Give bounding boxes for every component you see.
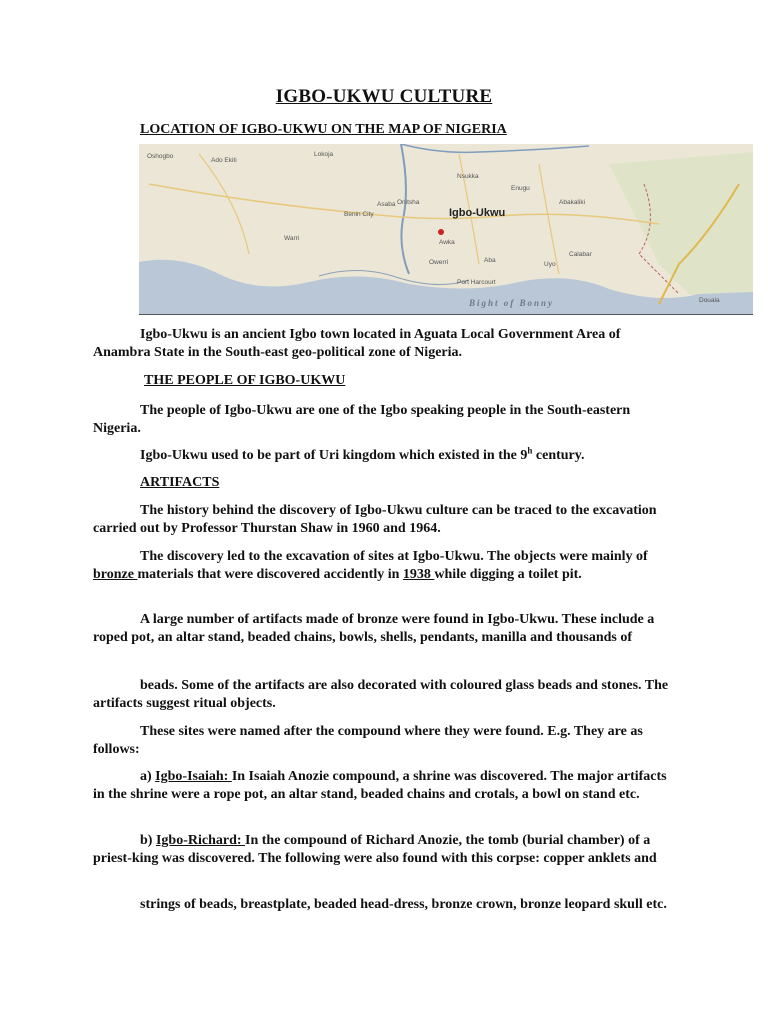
bronze-term: bronze <box>93 567 138 582</box>
paragraph-beads-list: strings of beads, breastplate, beaded head-dress, bronze crown, bronze leopard skull etc. <box>140 897 667 912</box>
paragraph-beads: beads. Some of the artifacts are also decorated with coloured glass beads and stones. The artifacts suggest ritual objects. <box>93 678 669 711</box>
item-b-prefix: b) <box>140 833 156 848</box>
map-city-label: Port Harcourt <box>457 279 496 286</box>
paragraph-history: The history behind the discovery of Igbo-Ukwu culture can be traced to the excavation carried out by Professor Thurstan Shaw in 1960 and 1964. <box>93 503 657 536</box>
map-city-label: Benin City <box>344 211 374 218</box>
paragraph-igbo-richard <box>93 832 675 868</box>
paragraph-uri-kingdom <box>93 447 675 465</box>
map-city-label: Oshogbo <box>147 153 174 160</box>
paragraph-sites: These sites were named after the compound where they were found. E.g. They are as follows: <box>93 724 643 757</box>
paragraph-discovery <box>93 548 675 584</box>
map-city-label: Douala <box>699 297 720 304</box>
document-title: IGBO-UKWU CULTURE <box>275 86 493 107</box>
nigeria-map-image <box>139 144 753 315</box>
uri-kingdom-end: century. <box>532 448 585 463</box>
map-city-label: Warri <box>284 235 300 242</box>
year-1938: 1938 <box>402 567 435 582</box>
igbo-isaiah-text: In Isaiah Anozie compound, a shrine was discovered. The major artifacts in the shrine were a rope pot, an altar stand, beaded chains and crotals, a bowl on stand etc. <box>93 769 667 802</box>
discovery-text-b: materials that were discovered accidently in <box>137 567 403 582</box>
uri-kingdom-text: Igbo-Ukwu used to be part of Uri kingdom which existed in the 9 <box>140 448 528 463</box>
heading-people: THE PEOPLE OF IGBO-UKWU <box>144 373 346 388</box>
map-city-label: Aba <box>484 257 496 264</box>
map-city-label: Onitsha <box>397 199 420 206</box>
map-sea-label: Bight of Bonny <box>469 298 555 308</box>
map-city-label: Asaba <box>377 201 396 208</box>
map-city-label: Uyo <box>544 261 556 268</box>
igbo-ukwu-marker <box>438 229 444 235</box>
century-superscript: h <box>527 445 533 456</box>
heading-artifacts: ARTIFACTS <box>140 475 220 490</box>
map-city-label: Enugu <box>511 185 530 192</box>
item-a-prefix: a) <box>140 769 156 784</box>
map-city-label: Nsukka <box>457 173 479 180</box>
igbo-richard-term: Igbo-Richard: <box>155 833 246 848</box>
map-city-label: Calabar <box>569 251 592 258</box>
discovery-text-c: while digging a toilet pit. <box>434 567 582 582</box>
map-city-label: Owerri <box>429 259 449 266</box>
paragraph-location: Igbo-Ukwu is an ancient Igbo town located in Aguata Local Government Area of Anambra State in the South-east geo-political zone of Nigeria. <box>93 327 621 360</box>
igbo-richard-text: In the compound of Richard Anozie, the tomb (burial chamber) of a priest-king was discovered. The following were also found with this corpse: copper anklets and <box>93 833 657 866</box>
paragraph-people: The people of Igbo-Ukwu are one of the Igbo speaking people in the South-eastern Nigeria. <box>93 403 631 436</box>
map-city-label: Ado Ekiti <box>211 157 237 164</box>
map-city-label: Abakaliki <box>559 199 586 206</box>
map-city-label: Awka <box>439 239 455 246</box>
map-city-label: Lokoja <box>314 151 334 158</box>
map-caption: LOCATION OF IGBO-UKWU ON THE MAP OF NIGERIA <box>140 122 507 137</box>
discovery-text-a: The discovery led to the excavation of sites at Igbo-Ukwu. The objects were mainly of <box>140 549 648 564</box>
map-highlight-label: Igbo-Ukwu <box>449 207 506 219</box>
igbo-isaiah-term: Igbo-Isaiah: <box>155 769 232 784</box>
paragraph-artifacts-list: A large number of artifacts made of bronze were found in Igbo-Ukwu. These include a roped pot, an altar stand, beaded chains, bowls, shells, pendants, manilla and thousands of <box>93 612 655 645</box>
paragraph-igbo-isaiah <box>93 768 675 804</box>
